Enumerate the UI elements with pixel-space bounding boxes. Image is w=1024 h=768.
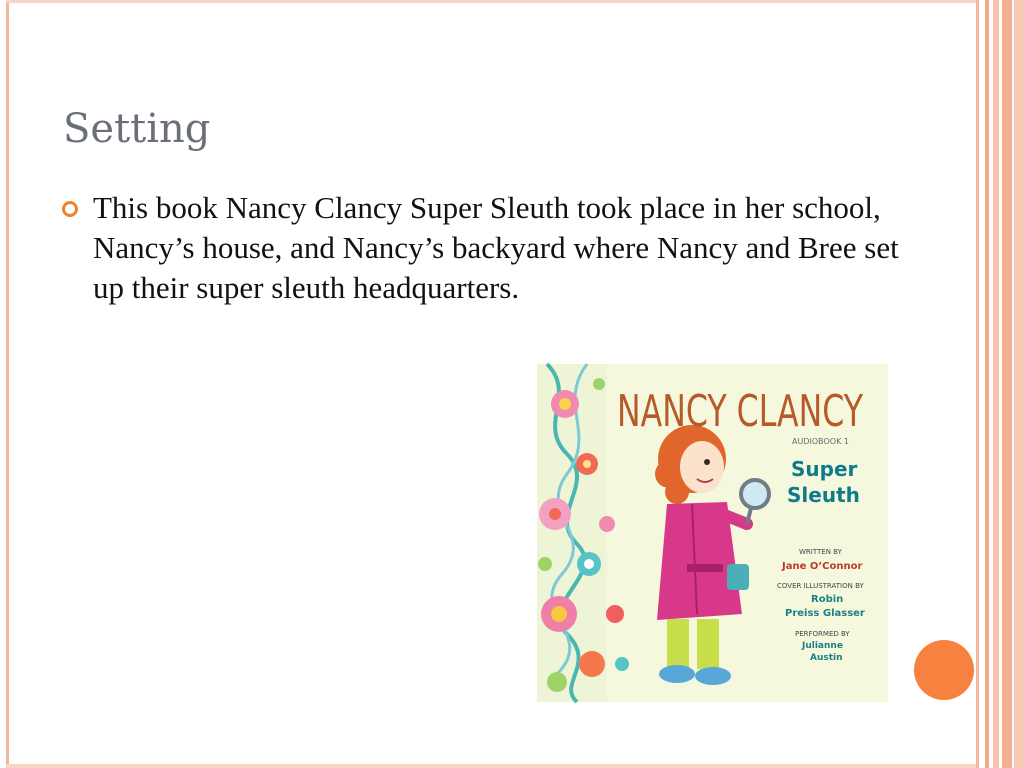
- cover-illustration-label: COVER ILLUSTRATION BY: [777, 582, 864, 590]
- top-border: [6, 0, 976, 3]
- book-audiobook-label: AUDIOBOOK 1: [792, 437, 849, 446]
- bottom-border: [6, 764, 976, 768]
- narrator-line2: Austin: [810, 653, 843, 663]
- bullet-text: This book Nancy Clancy Super Sleuth took place in her school, Nancy’s house, and Nancy’s backyard where Nancy and Bree set up their super sleuth headquarters.: [93, 190, 899, 305]
- slide-title: Setting: [63, 106, 211, 152]
- written-by-label: WRITTEN BY: [799, 548, 842, 556]
- right-decorative-stripes: [976, 0, 1024, 768]
- performed-by-label: PERFORMED BY: [795, 630, 850, 638]
- illustrator-line1: Robin: [811, 594, 844, 605]
- book-subtitle-line1: Super: [791, 457, 858, 481]
- bullet-circle-icon: [62, 201, 78, 217]
- book-cover-image: [537, 364, 888, 702]
- narrator-line1: Julianne: [802, 641, 843, 651]
- book-author: Jane O’Connor: [782, 561, 863, 572]
- book-title: NANCY CLANCY: [617, 386, 864, 437]
- decorative-orange-circle: [914, 640, 974, 700]
- book-subtitle-line2: Sleuth: [787, 483, 860, 507]
- illustrator-line2: Preiss Glasser: [785, 608, 865, 619]
- left-border: [6, 0, 9, 768]
